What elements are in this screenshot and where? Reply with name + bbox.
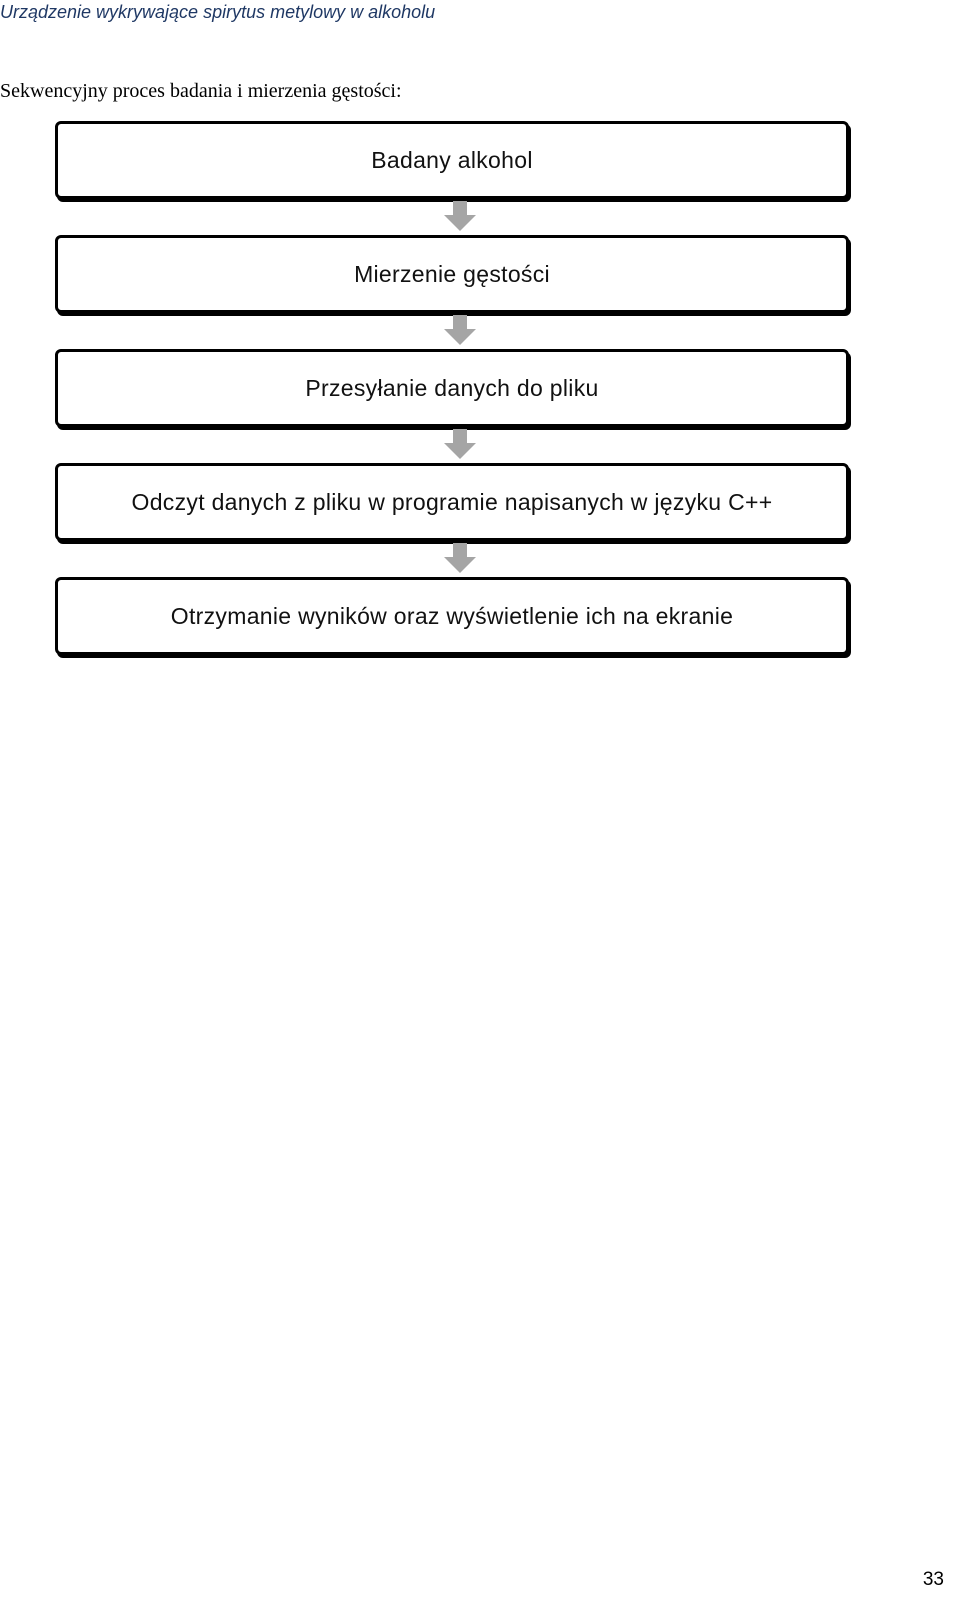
down-arrow-icon [444,543,476,575]
flow-connector [55,427,849,463]
page-number: 33 [922,1569,944,1590]
flow-connector [55,199,849,235]
flow-connector [55,541,849,577]
process-flowchart [55,121,849,655]
flow-connector [55,313,849,349]
flow-step-data-transfer: Przesyłanie danych do pliku [55,349,849,427]
intro-text: Sekwencyjny proces badania i mierzenia gęstości: [0,80,402,102]
flow-step-density-measurement: Mierzenie gęstości [55,235,849,313]
flow-step-tested-alcohol: Badany alkohol [55,121,849,199]
flow-step-display-results: Otrzymanie wyników oraz wyświetlenie ich na ekranie [55,577,849,655]
running-header: Urządzenie wykrywające spirytus metylowy w alkoholu [0,2,436,22]
down-arrow-icon [444,315,476,347]
flow-step-read-data-cpp: Odczyt danych z pliku w programie napisanych w języku C++ [55,463,849,541]
down-arrow-icon [444,201,476,233]
down-arrow-icon [444,429,476,461]
